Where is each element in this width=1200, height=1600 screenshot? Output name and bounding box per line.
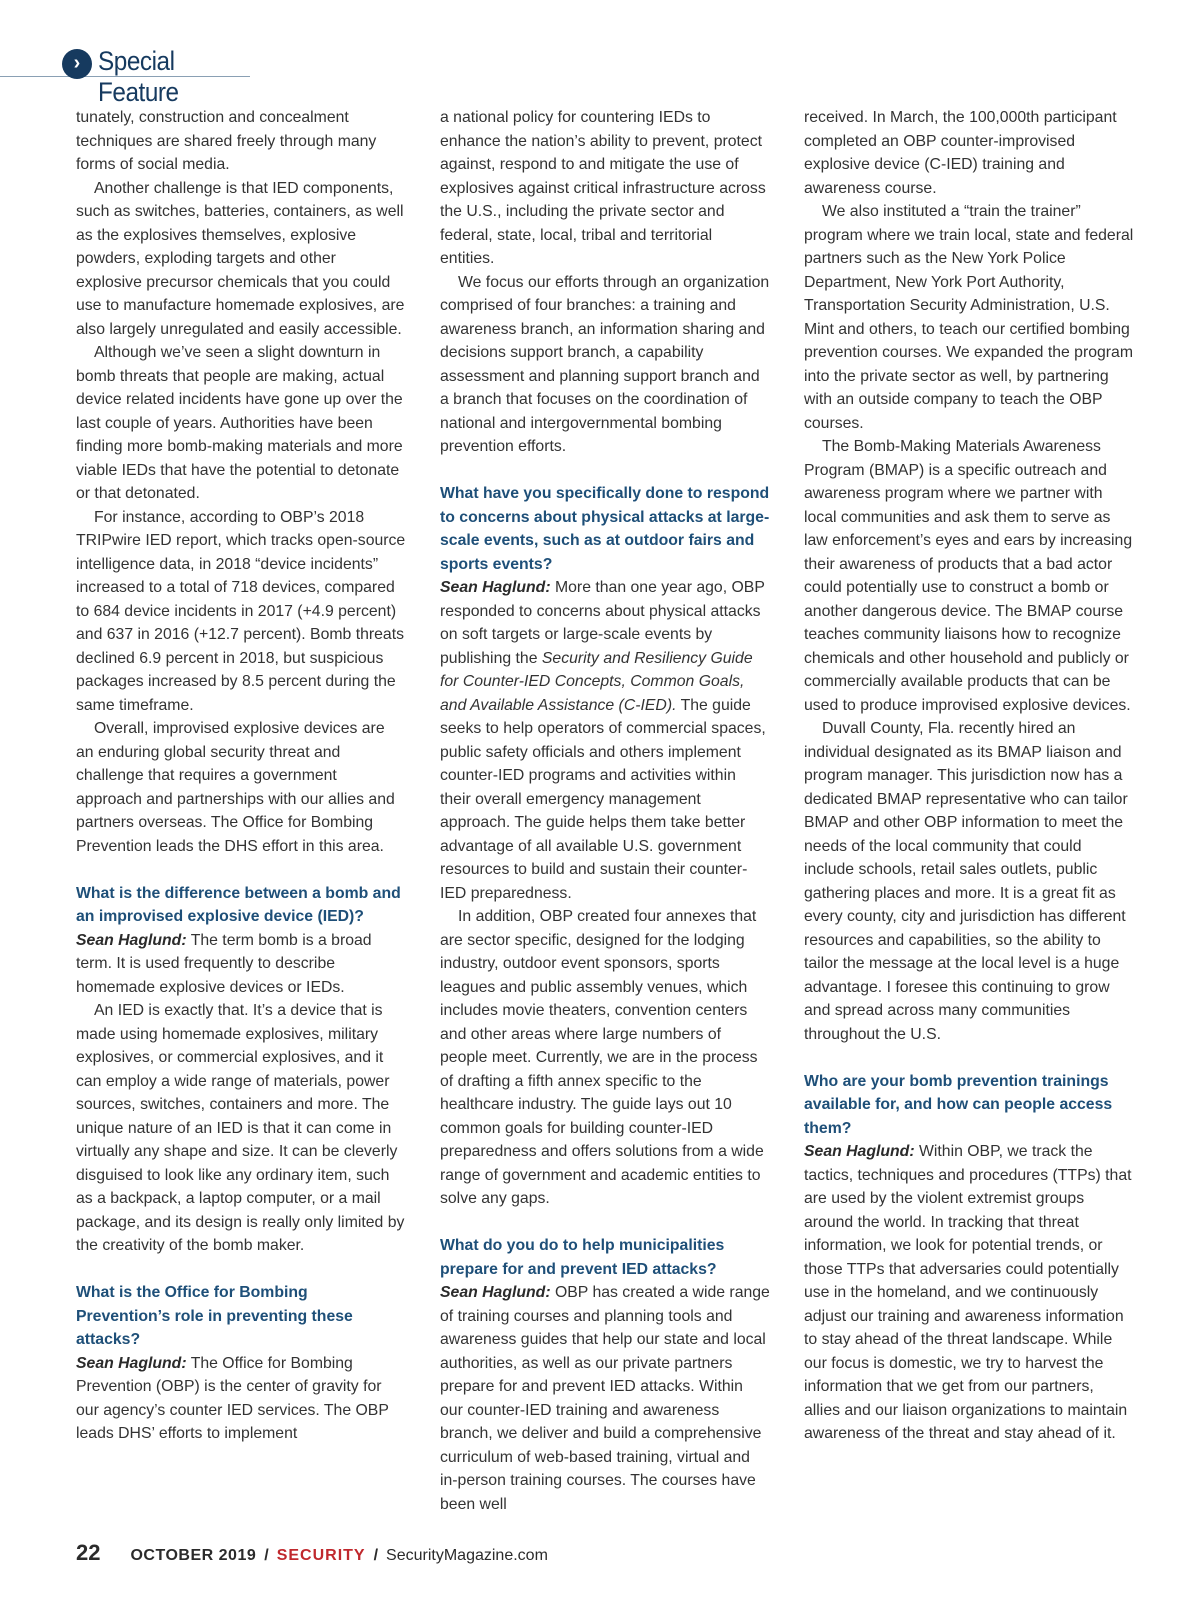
page-number: 22 xyxy=(76,1540,101,1565)
answer-paragraph xyxy=(804,1140,1134,1446)
separator: / xyxy=(373,1547,379,1564)
guide-title: Security and Resiliency Guide for Counter-IED Concepts, Common Goals, and Available Assistance (C-IED). xyxy=(440,649,753,714)
speaker-name: Sean Haglund: xyxy=(440,1284,551,1301)
paragraph: An IED is exactly that. It’s a device that is made using homemade explosives, military explosives, or commercial explosives, and it can employ a wide range of materials, power sources, switches, containers and more. The unique nature of an IED is that it can come in virtually any shape and size. It can be cleverly disguised to look like any ordinary item, such as a backpack, a laptop computer, or a mail package, and its design is really only limited by the creativity of the bomb maker. xyxy=(76,1002,405,1254)
column-2 xyxy=(440,106,770,1516)
paragraph: We also instituted a “train the trainer” program where we train local, state and federal partners such as the New York Police Department, New York Port Authority, Transportation Security Administration, U.S. Mint and others, to teach our certified bombing prevention courses. We expanded the program into the private sector as well, by partnering with an outside company to teach the OBP courses. xyxy=(804,203,1134,432)
answer-paragraph xyxy=(76,1352,406,1446)
section-label: Special Feature xyxy=(98,46,179,107)
paragraph: Overall, improvised explosive devices are an enduring global security threat and challenge that requires a government approach and partnerships with our allies and partners overseas. The Office for Bombing Prevention leads the DHS effort in this area. xyxy=(76,720,395,855)
answer-paragraph xyxy=(440,576,770,905)
answer-text: More than one year ago, OBP responded to concerns about physical attacks on soft targets or large-scale events by publishing the xyxy=(440,579,765,667)
issue-date: OCTOBER 2019 xyxy=(130,1547,257,1564)
section-header xyxy=(0,46,250,107)
question-heading: Who are your bomb prevention trainings available for, and how can people access them? xyxy=(804,1072,1113,1137)
column-3 xyxy=(804,106,1134,1446)
chevron-right-icon: › xyxy=(62,49,92,79)
question-heading: What have you specifically done to respond to concerns about physical attacks at large-scale events, such as at outdoor fairs and sports events? xyxy=(440,485,770,573)
speaker-name: Sean Haglund: xyxy=(440,579,551,596)
answer-text: The Office for Bombing Prevention (OBP) is the center of gravity for our agency’s counter IED services. The OBP leads DHS’ efforts to implement xyxy=(76,1354,389,1442)
speaker-name: Sean Haglund: xyxy=(76,931,187,949)
paragraph: Another challenge is that IED components, such as switches, batteries, containers, as well as the explosives themselves, explosive powders, exploding targets and other explosive precursor chemicals that you could use to manufacture homemade explosives, are also largely unregulated and easily accessible. xyxy=(76,179,405,338)
answer-text: OBP has created a wide range of training courses and planning tools and awareness guides that help our state and local authorities, as well as our private partners prepare for and prevent IED attacks. Within our counter-IED training and awareness branch, we deliver and build a comprehensive curriculum of web-based training, virtual and in-person training courses. The courses have been well xyxy=(440,1284,770,1513)
paragraph: The Bomb-Making Materials Awareness Program (BMAP) is a specific outreach and awareness program where we partner with local communities and ask them to serve as law enforcement’s eyes and ears by increasing their awareness of products that a bad actor could potentially use to construct a bomb or another dangerous device. The BMAP course teaches community liaisons how to recognize chemicals and other household and publicly or commercially available products that can be used to produce improvised explosive devices. xyxy=(804,438,1133,714)
question-heading: What do you do to help municipalities prepare for and prevent IED attacks? xyxy=(440,1237,725,1278)
paragraph: For instance, according to OBP’s 2018 TRIPwire IED report, which tracks open-source intelligence data, in 2018 “device incidents” increased to a total of 718 devices, compared to 684 device incidents in 2017 (+4.9 percent) and 637 in 2016 (+12.7 percent). Bomb threats declined 6.9 percent in 2018, but suspicious packages increased by 8.5 percent during the same timeframe. xyxy=(76,508,406,714)
paragraph: a national policy for countering IEDs to enhance the nation’s ability to prevent, protect against, respond to and mitigate the use of explosives against critical infrastructure across the U.S., including the private sector and federal, state, local, tribal and territorial entities. xyxy=(440,109,766,267)
separator: / xyxy=(264,1547,269,1564)
paragraph: Duvall County, Fla. recently hired an individual designated as its BMAP liaison and program manager. This jurisdiction now has a dedicated BMAP representative who can tailor BMAP and other OBP information to meet the needs of the local community that could include schools, retail sales outlets, public gathering places and more. It is a great fit as every county, city and jurisdiction has different resources and capabilities, so the ability to tailor the message at the local level is a huge advantage. I foresee this continuing to grow and spread across many communities throughout the U.S. xyxy=(804,720,1128,1043)
column-1 xyxy=(76,106,406,1446)
page-footer xyxy=(76,1540,548,1570)
website: SecurityMagazine.com xyxy=(386,1547,548,1564)
answer-text: The term bomb is a broad term. It is used frequently to describe homemade explosive devices or IEDs. xyxy=(76,931,372,996)
paragraph: In addition, OBP created four annexes that are sector specific, designed for the lodging industry, outdoor event sponsors, sports leagues and public assembly venues, which includes movie theaters, convention centers and other areas where large numbers of people meet. Currently, we are in the process of drafting a fifth annex specific to the healthcare industry. The guide lays out 10 common goals for building counter-IED preparedness and offers solutions from a wide range of government and academic entities to solve any gaps. xyxy=(440,908,764,1207)
speaker-name: Sean Haglund: xyxy=(76,1354,187,1372)
paragraph: tunately, construction and concealment techniques are shared freely through many forms of social media. xyxy=(76,109,377,173)
paragraph: received. In March, the 100,000th participant completed an OBP counter-improvised explosive device (C-IED) training and awareness course. xyxy=(804,109,1117,197)
answer-text: Within OBP, we track the tactics, techniques and procedures (TTPs) that are used by the violent extremist groups around the world. In tracking that threat information, we look for potential trends, or those TTPs that adversaries could potentially use in the homeland, and we continuously adjust our training and awareness information to stay ahead of the threat landscape. While our focus is domestic, we try to harvest the information that we get from our partners, allies and our liaison organizations to maintain awareness of the threat and stay ahead of it. xyxy=(804,1143,1132,1442)
question-heading: What is the Office for Bombing Prevention’s role in preventing these attacks? xyxy=(76,1284,353,1348)
speaker-name: Sean Haglund: xyxy=(804,1143,915,1160)
question-heading: What is the difference between a bomb and an improvised explosive device (IED)? xyxy=(76,884,401,925)
paragraph: Although we’ve seen a slight downturn in bomb threats that people are making, actual device related incidents have gone up over the last couple of years. Authorities have been finding more bomb-making materials and more viable IEDs that have the potential to detonate or that detonated. xyxy=(76,344,403,502)
answer-paragraph xyxy=(76,929,406,1000)
paragraph: We focus our efforts through an organization comprised of four branches: a training and awareness branch, an information sharing and decisions support branch, a capability assessment and planning support branch and a branch that focuses on the coordination of national and intergovernmental bombing prevention efforts. xyxy=(440,273,770,455)
magazine-name: SECURITY xyxy=(276,1547,366,1564)
answer-paragraph xyxy=(440,1281,770,1516)
answer-text: The guide seeks to help operators of commercial spaces, public safety officials and others implement counter-IED programs and activities within their overall emergency management approach. The guide helps them take better advantage of all available U.S. government resources to build and sustain their counter-IED preparedness. xyxy=(440,696,766,902)
